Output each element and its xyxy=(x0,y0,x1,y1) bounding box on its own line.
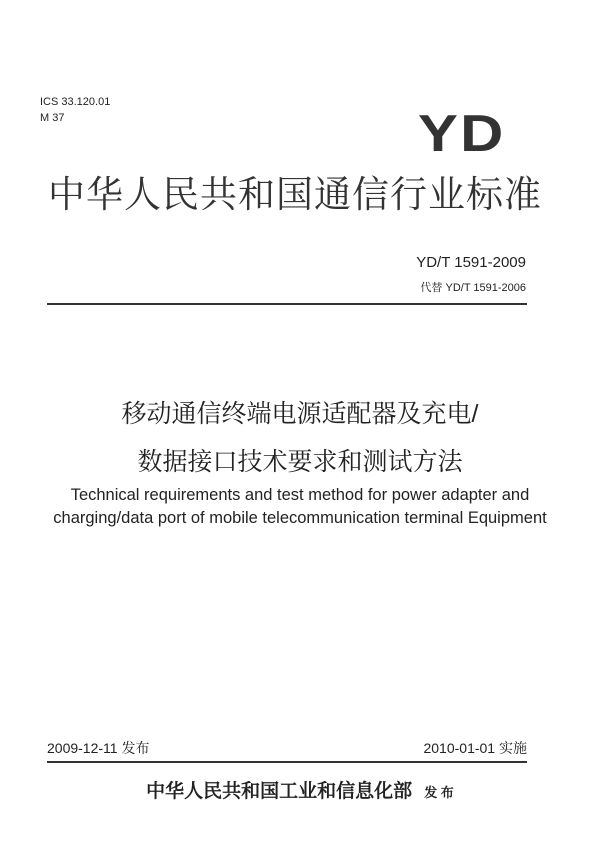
publish-label: 发 布 xyxy=(424,785,454,800)
issue-date: 2009-12-11 发布 xyxy=(47,740,150,756)
classification-code: M 37 xyxy=(40,112,65,124)
standard-number: YD/T 1591-2009 xyxy=(416,254,526,271)
publisher-line xyxy=(0,776,600,803)
publisher-name: 中华人民共和国工业和信息化部 xyxy=(146,781,413,802)
cn-title-line2: 数据接口技术要求和测试方法 xyxy=(137,448,463,476)
replaces-standard: 代替 YD/T 1591-2006 xyxy=(420,282,526,294)
yd-logo: YD xyxy=(418,105,506,163)
ics-code: ICS 33.120.01 xyxy=(40,96,111,108)
en-title-line2: charging/data port of mobile telecommunication terminal Equipment xyxy=(53,509,547,527)
header-divider xyxy=(47,303,527,305)
footer-divider xyxy=(47,761,527,763)
effective-date: 2010-01-01 实施 xyxy=(423,740,527,756)
en-title-line1: Technical requirements and test method for power adapter and xyxy=(70,486,530,504)
cn-title-line1: 移动通信终端电源适配器及充电/ xyxy=(121,400,479,428)
standard-category-title: 中华人民共和国通信行业标准 xyxy=(48,174,542,215)
